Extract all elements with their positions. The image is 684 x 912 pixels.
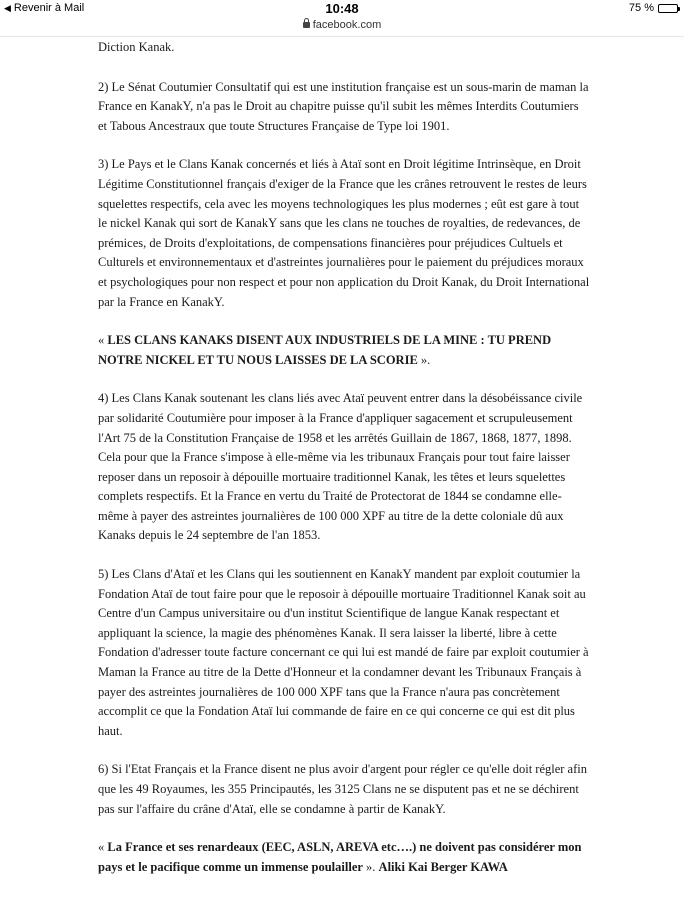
quote-france-text: La France et ses renardeaux (EEC, ASLN, AREVA etc….) ne doivent pas considérer mon pays et le pacifique comme un immense poulailler bbox=[98, 840, 582, 874]
quote-france-signature: Aliki Kai Berger KAWA bbox=[378, 859, 508, 874]
quote-france bbox=[98, 838, 590, 877]
url-text: facebook.com bbox=[312, 19, 382, 31]
quote-mine-text: LES CLANS KANAKS DISENT AUX INDUSTRIELS DE LA MINE : TU PREND NOTRE NICKEL ET TU NOUS LAISSES DE LA SCORIE bbox=[98, 333, 552, 367]
paragraph-4: 4) Les Clans Kanak soutenant les clans liés avec Ataï peuvent entrer dans la désobéissance civile par solidarité Coutumière pour imposer à la France d'appliquer sagacement et scrupuleusement l'Art 75 de la Constitution Française de 1958 et les arrêtés Guillain de 1867, 1868, 1877, 1898. Cela pour que la France s'impose à elle-même via les tribunaux Français pour tout faire laisser reposer dans un reposoir à dépouille mortuaire traditionnel Kanak, les têtes et leurs squelettes complets respectifs. Et la France en vertu du Traité de Protectorat de 1844 se condamne elle-même à payer des astreintes journalières de 100 000 XPF au titre de la dette coloniale dû aux Kanaks depuis le 24 septembre de l'an 1853. bbox=[98, 391, 583, 543]
paragraph-intro: Diction Kanak. bbox=[98, 40, 175, 54]
battery-status bbox=[629, 2, 678, 14]
quote-france-mid: ». bbox=[362, 859, 379, 874]
battery-percent: 75 % bbox=[628, 2, 654, 14]
paragraph-3: 3) Le Pays et le Clans Kanak concernés et liés à Ataï sont en Droit légitime Intrinsèque, en Droit Légitime Constitutionnel français d'exiger de la France que les crânes retrouvent le restes de leurs squelettes respectifs, cela avec les moyens technologiques les plus modernes ; eût est gare à tout le nickel Kanak qui sort de KanakY sans que les clans ne touches de royalties, de redevances, de prémices, de Droits d'exploitations, de compensations financières pour préjudices Cultuels et Culturels et environnementaux et d'astreintes journalières pour le paiement du préjudices moraux et psychologiques pour non respect et pour non application du Droit Kanak, du Droit International par la France en KanakY. bbox=[98, 157, 590, 309]
back-label: Revenir à Mail bbox=[13, 2, 85, 14]
battery-icon bbox=[658, 4, 678, 13]
back-triangle-icon: ◀ bbox=[4, 2, 11, 13]
paragraph-5: 5) Les Clans d'Ataï et les Clans qui les soutiennent en KanakY mandent par exploit coutumier la Fondation Ataï de tout faire pour que le reposoir à dépouille mortuaire Traditionnel Kanak soit au Centre d'un Campus universitaire ou d'un institut Scientifique de langue Kanak respectant et appliquant la science, la magie des phénomènes Kanak. Il sera laisser la liberté, libre à cette Fondation d'adresser toute facture concernant ce qui lui est mandé de faire par exploit coutumier à Maman la France au titre de la Dette d'Honneur et la condamner devant les Tribunaux Français à payer des astreintes journalières de 100 000 XPF tans que la France n'aura pas concrètement accomplit ce que la Fondation Ataï lui commande de faire en ce qui concerne ce qui est dit plus haut. bbox=[98, 567, 589, 738]
url-bar[interactable] bbox=[0, 19, 684, 31]
paragraph-6: 6) Si l'Etat Français et la France disent ne plus avoir d'argent pour régler ce qu'elle doit régler afin que les 49 Royaumes, les 355 Principautés, les 3125 Clans ne se disputent pas et ne se déchirent pas sur l'affaire du crâne d'Ataï, elle se condamne à partir de KanakY. bbox=[98, 762, 587, 816]
status-bar bbox=[0, 0, 684, 37]
quote-mine-close: ». bbox=[417, 352, 431, 367]
article-body bbox=[98, 38, 590, 896]
paragraph-2: 2) Le Sénat Coutumier Consultatif qui est une institution française est un sous-marin de maman la France en KanakY, n'a pas le Droit au chapitre puisse qu'il subit les mêmes Interdits Coutumiers et Tabous Ancestraux que toute Structures Française de Type loi 1901. bbox=[98, 79, 589, 133]
quote-france-open: « bbox=[98, 840, 108, 855]
lock-icon bbox=[303, 22, 310, 28]
quote-mine-open: « bbox=[98, 333, 108, 348]
quote-mine bbox=[98, 331, 590, 370]
clock: 10:48 bbox=[325, 1, 359, 16]
